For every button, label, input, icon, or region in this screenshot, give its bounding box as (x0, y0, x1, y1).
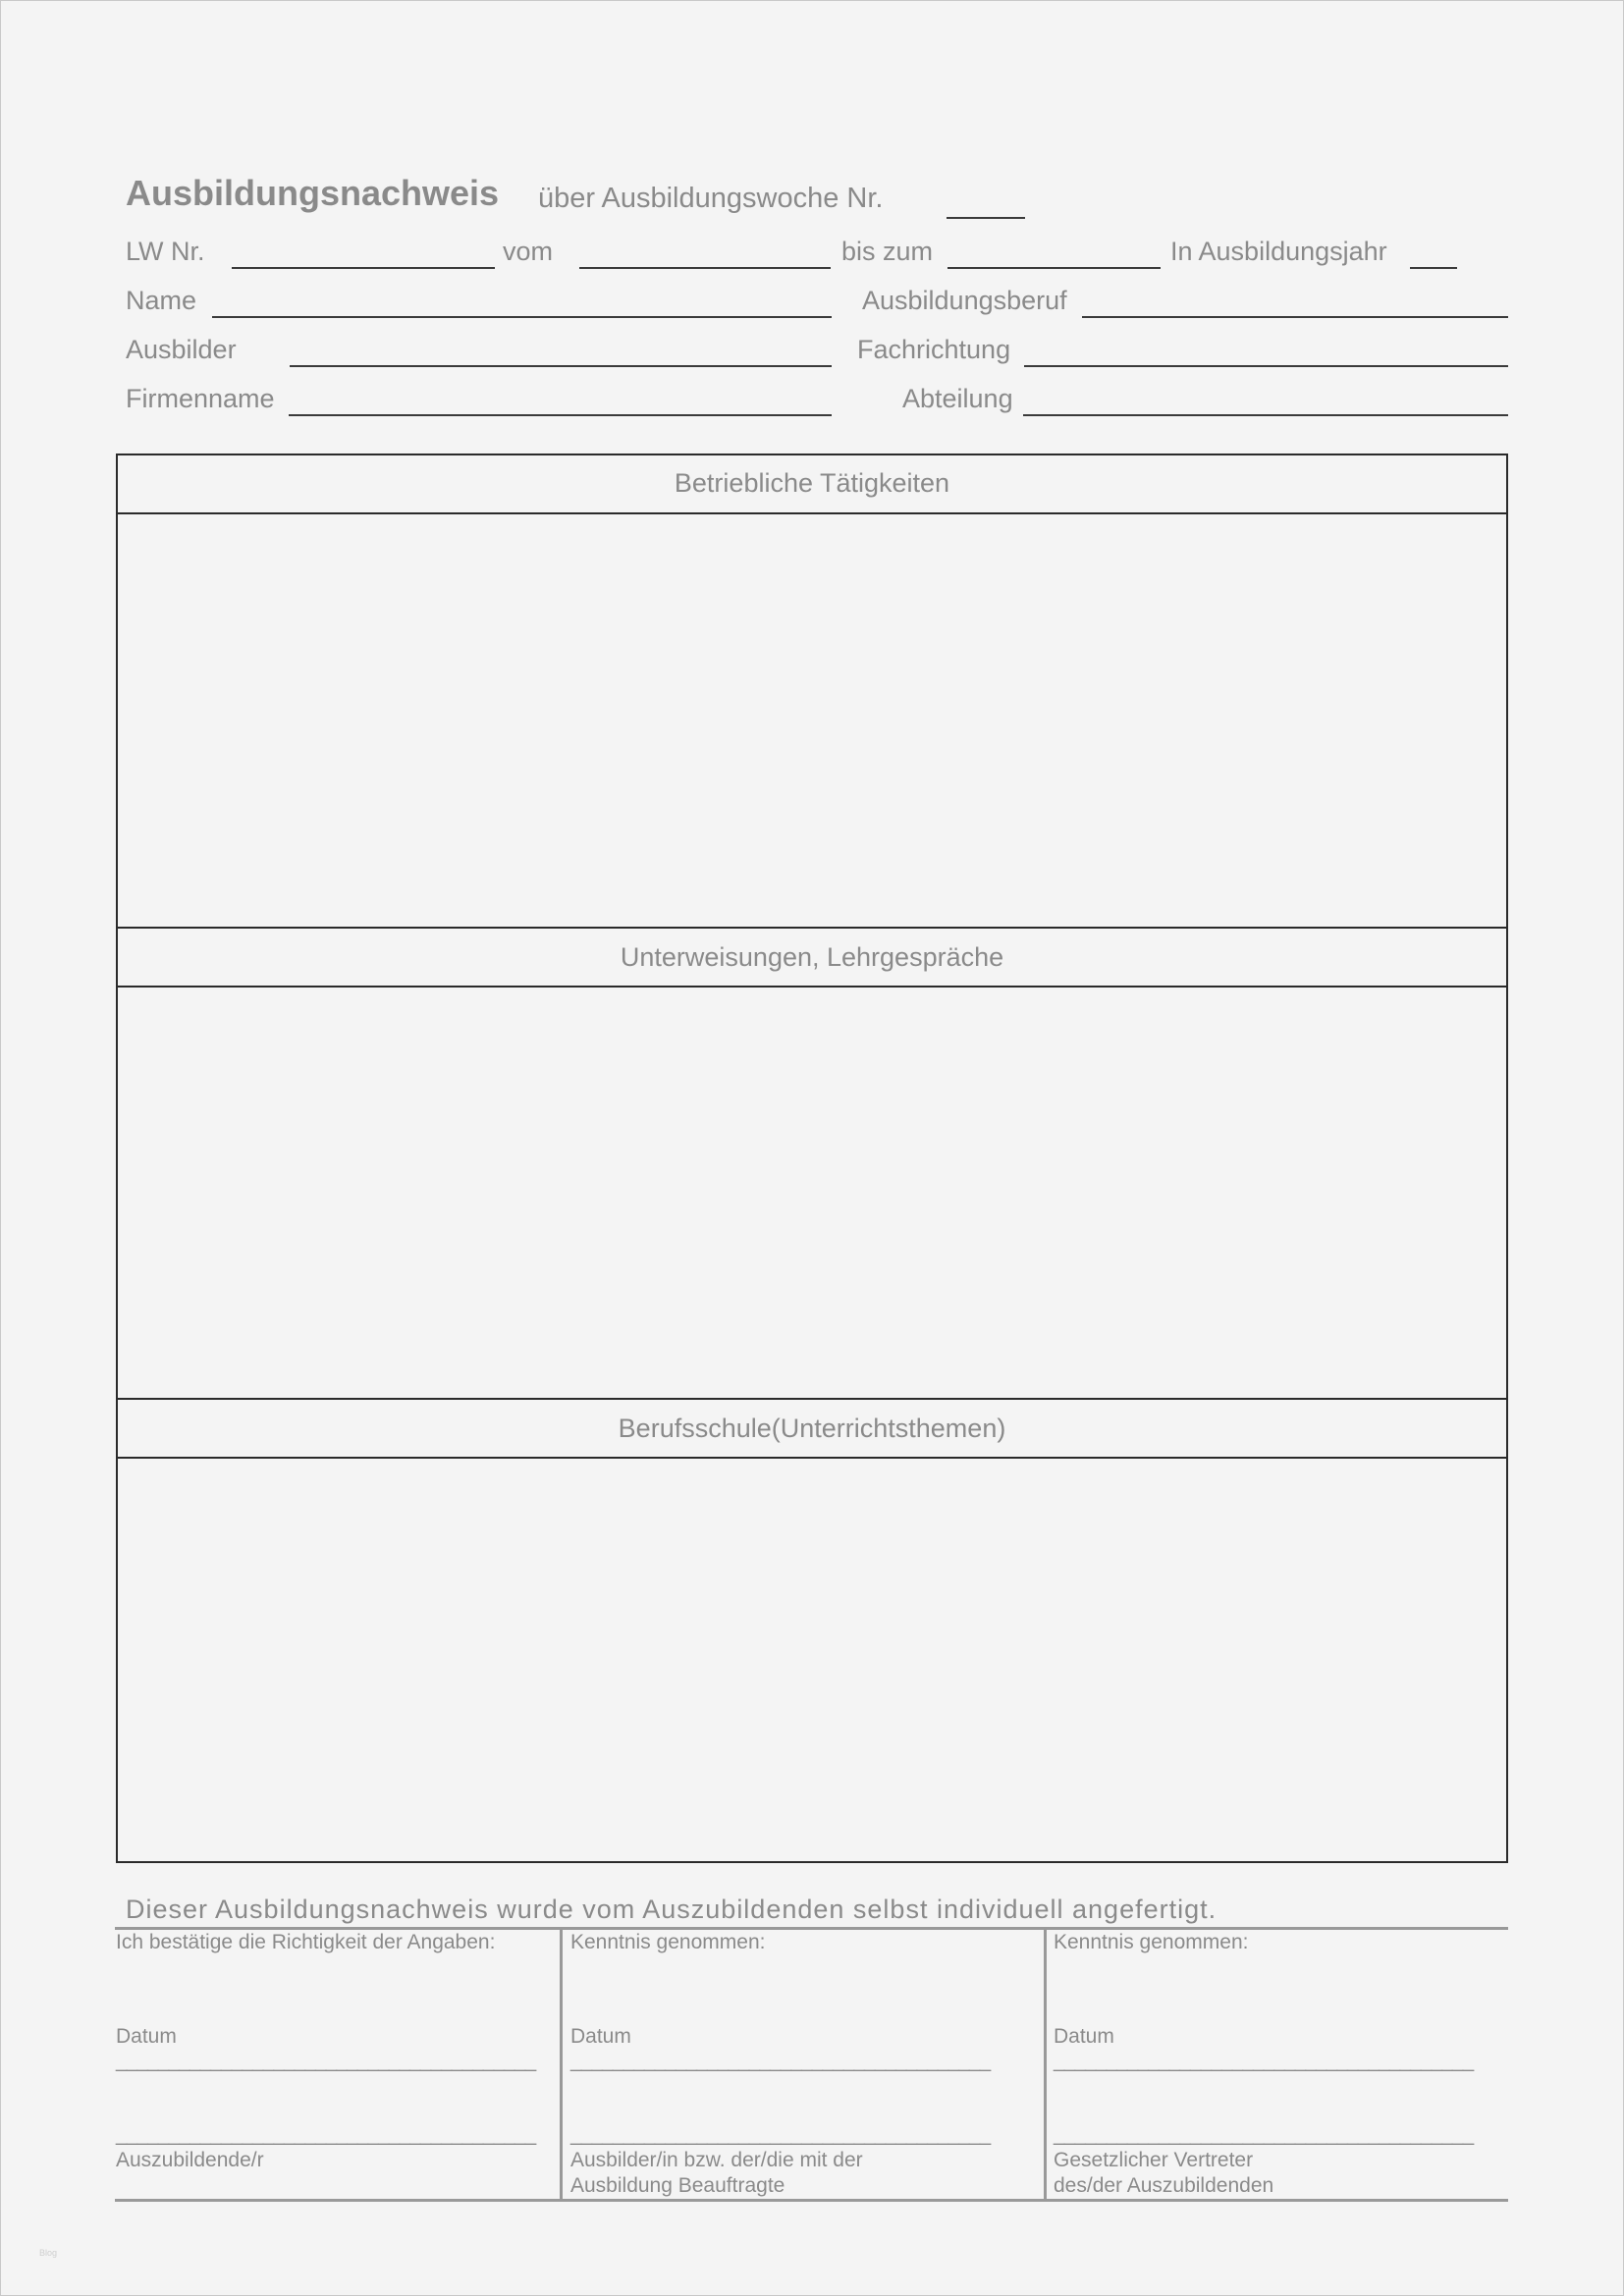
firmenname-field[interactable] (289, 414, 832, 416)
section-body-berufsschule[interactable] (118, 1459, 1506, 1861)
document-title: Ausbildungsnachweis (126, 173, 500, 213)
signature-line-vertreter[interactable]: ________________________________________ (1054, 2123, 1474, 2146)
signature-top-rule (115, 1927, 1508, 1930)
signature-bottom-rule (115, 2199, 1508, 2202)
vom-field[interactable] (579, 267, 831, 269)
datum-line-ausbilder[interactable]: ________________________________________ (570, 2050, 991, 2072)
fachrichtung-field[interactable] (1024, 365, 1508, 367)
role-label-auszubildende: Auszubildende/r (116, 2149, 264, 2171)
vom-label: vom (503, 237, 554, 266)
ausbildungsjahr-field[interactable] (1410, 267, 1457, 269)
firmenname-label: Firmenname (126, 384, 275, 413)
datum-label-auszubildende: Datum (116, 2025, 177, 2048)
watermark: Blog (39, 2248, 58, 2258)
bis-zum-field[interactable] (947, 267, 1161, 269)
role-label-ausbilder-line2: Ausbildung Beauftragte (570, 2174, 785, 2197)
name-label: Name (126, 286, 197, 315)
signature-heading-auszubildende: Ich bestätige die Richtigkeit der Angaben: (116, 1931, 496, 1953)
ausbilder-field[interactable] (290, 365, 832, 367)
name-field[interactable] (212, 316, 832, 318)
datum-line-auszubildende[interactable]: ________________________________________ (116, 2050, 536, 2072)
ausbildungsberuf-label: Ausbildungsberuf (862, 286, 1067, 315)
section-body-betriebliche-taetigkeiten[interactable] (118, 514, 1506, 927)
ausbildungsberuf-field[interactable] (1082, 316, 1508, 318)
role-label-vertreter-line2: des/der Auszubildenden (1054, 2174, 1274, 2197)
datum-label-ausbilder: Datum (570, 2025, 631, 2048)
role-label-vertreter-line1: Gesetzlicher Vertreter (1054, 2149, 1254, 2171)
section-body-unterweisungen[interactable] (118, 988, 1506, 1398)
section-header-betriebliche-taetigkeiten: Betriebliche Tätigkeiten (116, 454, 1508, 514)
signature-line-ausbilder[interactable]: ________________________________________ (570, 2123, 991, 2146)
signature-line-auszubildende[interactable]: ________________________________________ (116, 2123, 536, 2146)
ausbilder-label: Ausbilder (126, 335, 237, 364)
signature-divider-1 (560, 1928, 563, 2200)
datum-label-vertreter: Datum (1054, 2025, 1114, 2048)
signature-heading-ausbilder: Kenntnis genommen: (570, 1931, 766, 1953)
section-header-berufsschule: Berufsschule(Unterrichtsthemen) (116, 1398, 1508, 1459)
datum-line-vertreter[interactable]: ________________________________________ (1054, 2050, 1474, 2072)
woche-nr-line[interactable] (947, 217, 1025, 219)
bis-zum-label: bis zum (841, 237, 934, 266)
signature-divider-2 (1044, 1928, 1047, 2200)
signature-heading-vertreter: Kenntnis genommen: (1054, 1931, 1249, 1953)
abteilung-label: Abteilung (902, 384, 1013, 413)
section-header-unterweisungen: Unterweisungen, Lehrgespräche (116, 927, 1508, 988)
declaration-note: Dieser Ausbildungsnachweis wurde vom Auszubildenden selbst individuell angefertigt. (126, 1895, 1218, 1924)
lw-nr-label: LW Nr. (126, 237, 205, 266)
ausbildungsjahr-label: In Ausbildungsjahr (1170, 237, 1387, 266)
fachrichtung-label: Fachrichtung (857, 335, 1011, 364)
lw-nr-field[interactable] (232, 267, 495, 269)
role-label-ausbilder-line1: Ausbilder/in bzw. der/die mit der (570, 2149, 863, 2171)
document-subtitle: über Ausbildungswoche Nr. (538, 183, 884, 214)
abteilung-field[interactable] (1023, 414, 1508, 416)
